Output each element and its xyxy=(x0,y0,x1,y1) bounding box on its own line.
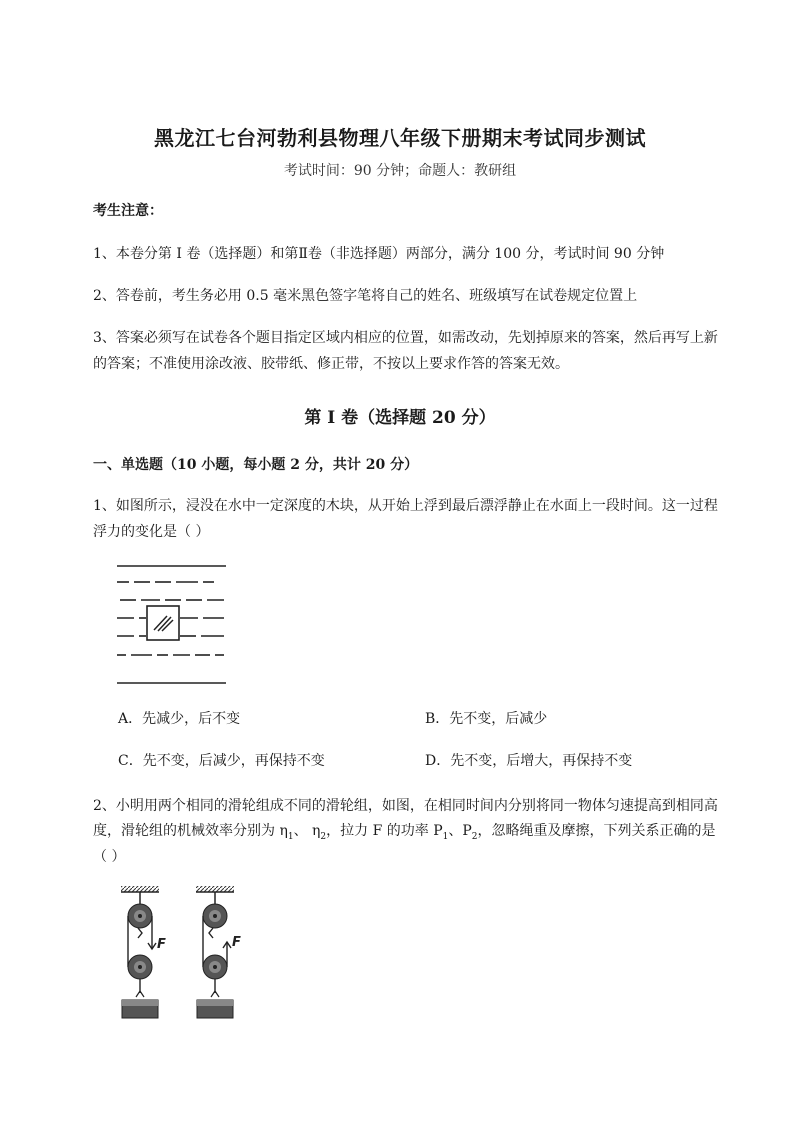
notice-heading: 考生注意： xyxy=(93,203,163,219)
q1-stem-line1: 1、如图所示，浸没在水中一定深度的木块，从开始上浮到最后漂浮静止在水面上一段时间。这一过程 xyxy=(93,498,718,514)
q1-option-a[interactable]: A．先减少，后不变 xyxy=(118,711,241,727)
notice-item-3: 3、答案必须写在试卷各个题目指定区域内相应的位置，如需改动，先划掉原来的答案，然后再写上新 xyxy=(93,330,718,346)
q2-stem-line1: 2、小明用两个相同的滑轮组成不同的滑轮组，如图，在相同时间内分别将同一物体匀速提高到相同高 xyxy=(93,798,718,814)
pulley-system-right xyxy=(196,886,234,1018)
notice-item-3-cont: 的答案；不准使用涂改液、胶带纸、修正带，不按以上要求作答的答案无效。 xyxy=(93,356,569,372)
wood-block xyxy=(147,606,179,640)
section-title: 第 I 卷（选择题 20 分） xyxy=(304,408,496,428)
water-block-figure xyxy=(112,560,232,690)
part-heading: 一、单选题（10 小题，每小题 2 分，共计 20 分） xyxy=(93,457,419,473)
q2-stem-line2: 度，滑轮组的机械效率分别为 $\eta_1$、 $\eta_2$，拉力 F 的功率 $P_1$、$P_2$，忽略绳重及摩擦，下列关系正确的是 xyxy=(93,823,716,842)
page-title: 黑龙江七台河勃利县物理八年级下册期末考试同步测试 xyxy=(154,126,646,150)
notice-item-2: 2、答卷前，考生务必用 0.5 毫米黑色签字笔将自己的姓名、班级填写在试卷规定位置上 xyxy=(93,288,638,304)
notice-item-1: 1、本卷分第 I 卷（选择题）和第Ⅱ卷（非选择题）两部分，满分 100 分，考试时间 90 分钟 xyxy=(93,246,665,262)
force-label-right: F xyxy=(232,935,241,950)
force-label-left: F xyxy=(157,937,166,952)
exam-info: 考试时间：90 分钟；命题人：教研组 xyxy=(283,163,517,179)
q2-stem-line3: （ ） xyxy=(93,849,126,865)
pulley-system-left xyxy=(121,886,159,1018)
q1-stem-line2: 浮力的变化是（ ） xyxy=(93,524,210,540)
pulley-figure xyxy=(108,880,268,1025)
q1-option-d[interactable]: D．先不变，后增大，再保持不变 xyxy=(425,753,633,769)
q1-option-b[interactable]: B．先不变，后减少 xyxy=(425,711,548,727)
q1-option-c[interactable]: C．先不变，后减少，再保持不变 xyxy=(118,753,325,769)
